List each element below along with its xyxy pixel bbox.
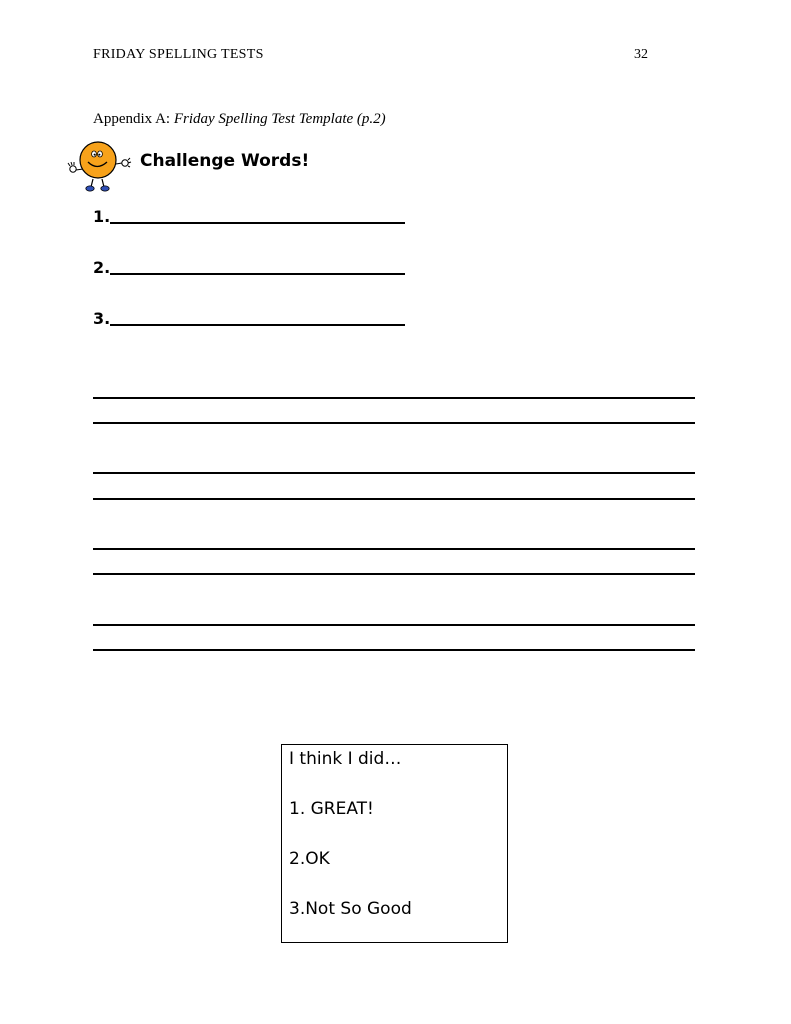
writing-line[interactable]: [93, 498, 695, 500]
writing-line[interactable]: [93, 548, 695, 550]
writing-line[interactable]: [93, 472, 695, 474]
challenge-word-blank[interactable]: [110, 306, 405, 326]
writing-line[interactable]: [93, 397, 695, 399]
challenge-word-blank[interactable]: [110, 255, 405, 275]
page-number: 32: [634, 47, 648, 62]
challenge-words-heading: Challenge Words!: [140, 151, 310, 171]
challenge-word-1: [93, 203, 405, 227]
challenge-word-blank[interactable]: [110, 204, 405, 224]
challenge-word-number: 1.: [93, 207, 111, 226]
challenge-word-number: 3.: [93, 309, 111, 328]
self-assessment-option[interactable]: 3.Not So Good: [289, 899, 412, 919]
writing-line[interactable]: [93, 573, 695, 575]
appendix-label: Appendix A:: [93, 111, 174, 127]
challenge-word-number: 2.: [93, 258, 111, 277]
challenge-word-3: [93, 305, 405, 329]
self-assessment-prompt: I think I did…: [289, 749, 402, 769]
self-assessment-option[interactable]: 2.OK: [289, 849, 330, 869]
writing-line[interactable]: [93, 649, 695, 651]
appendix-caption: [93, 111, 386, 128]
writing-line[interactable]: [93, 422, 695, 424]
self-assessment-option[interactable]: 1. GREAT!: [289, 799, 374, 819]
self-assessment-box: [281, 744, 508, 943]
smiling-sun-mascot-icon: [66, 138, 132, 194]
challenge-word-2: [93, 254, 405, 278]
appendix-title: Friday Spelling Test Template (p.2): [173, 111, 386, 127]
writing-line[interactable]: [93, 624, 695, 626]
running-head: FRIDAY SPELLING TESTS: [93, 47, 264, 62]
